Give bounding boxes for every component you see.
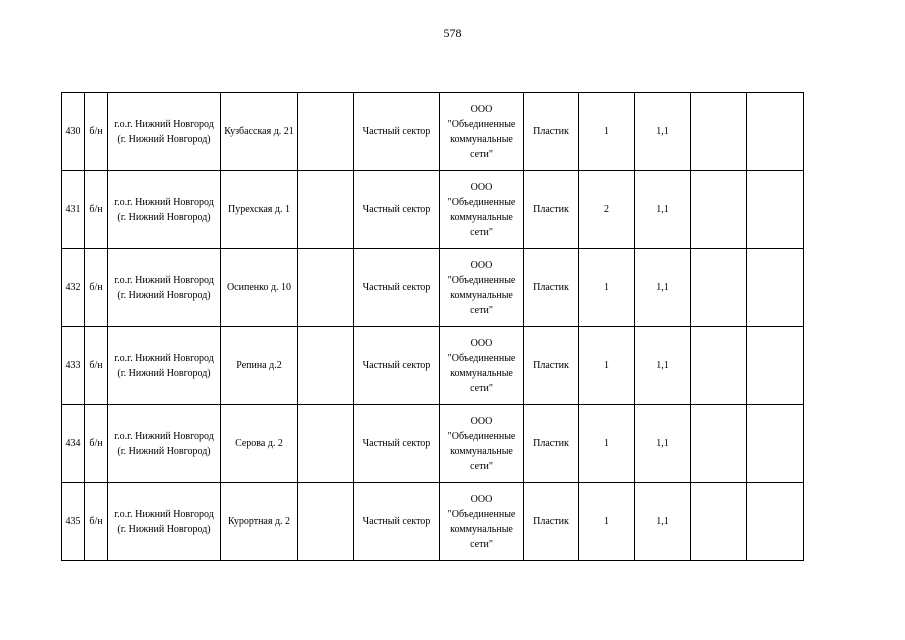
district-cell: г.о.г. Нижний Новгород (г. Нижний Новгород) (108, 405, 221, 483)
empty-cell (691, 93, 747, 171)
volume-cell: 1,1 (635, 171, 691, 249)
address-cell: Курортная д. 2 (221, 483, 298, 561)
table-row (62, 483, 804, 561)
address-cell: Пурехская д. 1 (221, 171, 298, 249)
empty-cell (298, 327, 354, 405)
empty-cell (691, 483, 747, 561)
organization-cell: ООО "Объединенные коммунальные сети" (440, 327, 524, 405)
organization-cell: ООО "Объединенные коммунальные сети" (440, 405, 524, 483)
row-bn: б/н (85, 249, 108, 327)
sector-cell: Частный сектор (354, 327, 440, 405)
district-cell: г.о.г. Нижний Новгород (г. Нижний Новгород) (108, 93, 221, 171)
material-cell: Пластик (524, 249, 579, 327)
district-cell: г.о.г. Нижний Новгород (г. Нижний Новгород) (108, 249, 221, 327)
count-cell: 1 (579, 327, 635, 405)
address-cell: Кузбасская д. 21 (221, 93, 298, 171)
volume-cell: 1,1 (635, 405, 691, 483)
row-number: 434 (62, 405, 85, 483)
address-cell: Серова д. 2 (221, 405, 298, 483)
row-number: 431 (62, 171, 85, 249)
count-cell: 1 (579, 249, 635, 327)
sector-cell: Частный сектор (354, 405, 440, 483)
empty-cell (298, 483, 354, 561)
empty-cell (298, 171, 354, 249)
district-cell: г.о.г. Нижний Новгород (г. Нижний Новгород) (108, 171, 221, 249)
sector-cell: Частный сектор (354, 171, 440, 249)
page-number: 578 (443, 26, 462, 40)
count-cell: 1 (579, 93, 635, 171)
row-bn: б/н (85, 405, 108, 483)
table-row (62, 249, 804, 327)
district-cell: г.о.г. Нижний Новгород (г. Нижний Новгород) (108, 483, 221, 561)
empty-cell (691, 249, 747, 327)
material-cell: Пластик (524, 327, 579, 405)
material-cell: Пластик (524, 171, 579, 249)
empty-cell (747, 483, 804, 561)
row-number: 430 (62, 93, 85, 171)
volume-cell: 1,1 (635, 249, 691, 327)
sector-cell: Частный сектор (354, 93, 440, 171)
empty-cell (298, 93, 354, 171)
organization-cell: ООО "Объединенные коммунальные сети" (440, 249, 524, 327)
count-cell: 1 (579, 405, 635, 483)
empty-cell (747, 405, 804, 483)
row-number: 435 (62, 483, 85, 561)
sector-cell: Частный сектор (354, 249, 440, 327)
volume-cell: 1,1 (635, 327, 691, 405)
table-row (62, 327, 804, 405)
table-row (62, 405, 804, 483)
registry-table (61, 92, 804, 561)
empty-cell (747, 249, 804, 327)
sector-cell: Частный сектор (354, 483, 440, 561)
address-cell: Репина д.2 (221, 327, 298, 405)
empty-cell (747, 327, 804, 405)
empty-cell (298, 405, 354, 483)
material-cell: Пластик (524, 483, 579, 561)
row-number: 432 (62, 249, 85, 327)
empty-cell (691, 327, 747, 405)
row-bn: б/н (85, 483, 108, 561)
count-cell: 2 (579, 171, 635, 249)
empty-cell (747, 93, 804, 171)
table-row (62, 171, 804, 249)
empty-cell (298, 249, 354, 327)
district-cell: г.о.г. Нижний Новгород (г. Нижний Новгород) (108, 327, 221, 405)
organization-cell: ООО "Объединенные коммунальные сети" (440, 483, 524, 561)
row-bn: б/н (85, 171, 108, 249)
row-bn: б/н (85, 93, 108, 171)
volume-cell: 1,1 (635, 93, 691, 171)
empty-cell (691, 405, 747, 483)
count-cell: 1 (579, 483, 635, 561)
material-cell: Пластик (524, 405, 579, 483)
organization-cell: ООО "Объединенные коммунальные сети" (440, 93, 524, 171)
row-number: 433 (62, 327, 85, 405)
table-row (62, 93, 804, 171)
material-cell: Пластик (524, 93, 579, 171)
row-bn: б/н (85, 327, 108, 405)
organization-cell: ООО "Объединенные коммунальные сети" (440, 171, 524, 249)
address-cell: Осипенко д. 10 (221, 249, 298, 327)
empty-cell (691, 171, 747, 249)
volume-cell: 1,1 (635, 483, 691, 561)
empty-cell (747, 171, 804, 249)
